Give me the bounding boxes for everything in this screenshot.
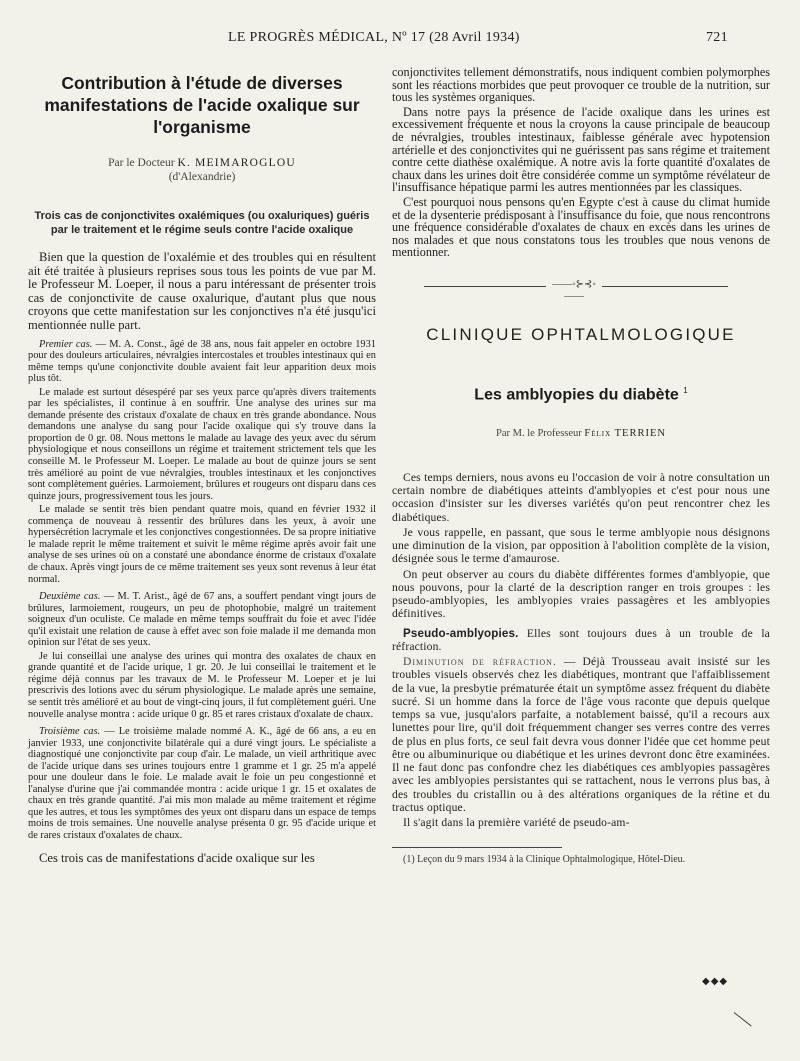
case1-text: — M. A. Const., âgé de 38 ans, nous fait appeler en octobre 1931 pour des douleurs articulaires, névralgies intercostales et troubles intestinaux qui en même temps qu'une conjonctivite double avaient fait leur apparition deux mois plus tôt. [28, 338, 376, 385]
divider-ornament: ——◦⊱⊰◦—— [546, 279, 602, 304]
article2-paragraph-1: Ces temps derniers, nous avons eu l'occasion de voir à notre consultation un certain nombre de diabétiques atteints d'amblyopies et c'est pour nous une occasion d'insister sur les diverses variétés qu'on peut rencontrer chez les diabétiques. [392, 470, 770, 524]
journal-title: LE PROGRÈS MÉDICAL, Nº 17 (28 Avril 1934) [228, 30, 520, 45]
footnote-marker: 1 [683, 386, 688, 396]
running-head [0, 28, 800, 48]
footnote-rule [392, 847, 562, 848]
pseudo-amblyopies-paragraph [392, 627, 770, 654]
right-column [392, 66, 770, 868]
page-number: 721 [706, 30, 728, 45]
article2-byline [392, 428, 770, 441]
case2-paragraph [28, 591, 376, 649]
case1-paragraph-2: Le malade est surtout désespéré par ses yeux parce qu'après divers traitements par les spécialistes, il continue à en souffrir. Une analyse des urines sur ma demande présente des cristaux d'oxalate de chaux en très grande abondance. Nous demandons une analyse du sang pour l'acide oxalique qui s'y trouve dans la proportion de 0 gr. 08. Nous mettons le malade au lavage des yeux avec du sérum physiologique et nous conseillons un régime et traitement strictement tels que les conseille M. le Professeur M. Loeper. Le malade au bout de quinze jours se sent très amélioré au point de vue névralgies, troubles intestinaux et les conjonctives sont complètement guéries. Larmoiement, brûlures et rougeurs ont disparu dans ces quinze jours, progressivement tous les jours. [28, 386, 376, 502]
case1-paragraph-3: Le malade se sentit très bien pendant quatre mois, quand en février 1932 il commença de nouveau à ressentir des brûlures dans les yeux, à avoir une hypersécrétion lacrymale et les conjonctives congestionnées. De sa propre initiative le malade reprit le même traitement et suivit le même régime après avoir fait une analyse de ses urines où on a constaté une abondance énorme de cristaux d'oxalate de chaux. Après vingt jours de ce même traitement ses yeux sont revenus à leur état normal. [28, 504, 376, 585]
article2-paragraph-2: Je vous rappelle, en passant, que sous le terme amblyopie nous désignons une diminution de la vision, par opposition à l'abolition complète de la vision, désignée sous le terme d'amaurose. [392, 525, 770, 566]
article2-paragraph-3: On peut observer au cours du diabète différentes formes d'amblyopie, que nous pouvons, pour la clarté de la description ranger en trois groupes : les pseudo-amblyopies, les amblyopies vraies passagères et les amblyopies définitives. [392, 567, 770, 621]
pseudo-amblyopies-text: Elles sont toujours dues à un trouble de la réfraction. [392, 626, 770, 653]
author-affiliation: (d'Alexandrie) [168, 171, 236, 183]
footnote: (1) Leçon du 9 mars 1934 à la Clinique Ophtalmologique, Hôtel-Dieu. [403, 854, 686, 866]
section-divider [392, 278, 770, 303]
continuation-paragraph-2: Dans notre pays la présence de l'acide oxalique dans les urines est excessivement fréquente et nous la croyons la cause principale de beaucoup de névralgies, troubles intestinaux, faiblesse générale avec hypotension artérielle et des conjonctivites qui ne guérissent pas sans régime et traitement contre cette diathèse oxalémique. A notre avis la forte quantité d'oxalates de chaux dans les urines doit être considérée comme un symptôme révélateur de l'insuffisance hépatique parmi les autres mentionnées par les classiques. [392, 104, 770, 195]
case3-text: — Le troisième malade nommé A. K., âgé de 66 ans, a eu en janvier 1933, une conjonctivite bilatérale qui a duré vingt jours. Le spécialiste a diagnostiqué une conjonctivite par coup d'air. Le malade, un vieil arthritique avec de l'acide urique dans ses urines toujours entre 1 gramme et 1 gr. 25 m'a appelé pour une douleur dans le foie. Le malade avait le foie un peu congestionné et l'analyse d'urine que j'ai commandée montra : acide urique 1 gr. 15 et oxalates de chaux en très grande quantité. J'ai mis mon malade au même traitement et régime que les autres, et tous les symptômes des yeux ont disparu dans un espace de temps moins de trois semaines. Une nouvelle analyse présenta 0 gr. 95 d'acide urique et de rares cristaux d'oxalates de chaux. [28, 726, 376, 841]
case1-paragraph [28, 339, 376, 385]
article-byline [28, 156, 376, 170]
article2-author: Félix TERRIEN [584, 428, 666, 440]
continuation-paragraph: conjonctivites tellement démonstratifs, nous indiquent combien polymorphes sont les réactions morbides que peut provoquer ce trouble de la nutrition, sur tous les systèmes organiques. [392, 65, 770, 105]
byline-prefix: Par le Docteur [108, 157, 175, 169]
left-column [28, 62, 376, 866]
case2-text: — M. T. Arist., âgé de 67 ans, a souffert pendant vingt jours de brûlures, larmoiement, rougeurs, un peu de photophobie, malgré un traitement soigneux d'un oculiste. Ce malade en même temps souffrait du foie et avec l'idée qu'il existait une relation de cause à effet avec son foie malade il me demanda mon opinion sur l'état de ses yeux. [28, 591, 376, 649]
refraction-text: — Déjà Trousseau avait insisté sur les troubles visuels observés chez les diabétiques, montrant que l'affaiblissement de la vue, la presbytie prématurée était un symptôme assez fréquent du diabète sucré. Si un homme dans la force de l'âge vous raconte que depuis quelque temps sa vue, jusqu'alors parfaite, a notablement baissé, qu'il a recours aux lunettes pour lire, qu'il doit fréquemment changer ses verres contre des verres de plus en plus forts, ce seul fait devra vous donner l'idée que cet homme peut être ou albuminurique ou diabétique et les urines devront donc être examinées. Il ne faut donc pas confondre chez les diabétiques ces amblyopies passagères avec les amblyopies persistantes qui se rattachent, nous le verrons plus bas, à des troubles du cristallin ou à des altérations organiques de la rétine et du tractus optique. [392, 655, 770, 814]
continuation-paragraph-3: C'est pourquoi nous pensons qu'en Egypte c'est à cause du climat humide et de la dysenterie prédisposant à l'insuffisance du foie, que nous rencontrons une fréquence considérable d'oxalates de chaux en excès dans les urines de nos malades et que nous constatons tous les troubles que nous venons de mentionner. [392, 194, 770, 260]
article2-byline-prefix: Par M. le Professeur [496, 428, 582, 440]
case1-label: Premier cas. [39, 338, 93, 350]
intro-paragraph: Bien que la question de l'oxalémie et des troubles qui en résultent ait été traitée à plusieurs reprises sous tous les points de vue par M. le Professeur M. Loeper, il nous a paru intéressant de présenter trois cas de conjonctivite de cause oxalurique, d'autant plus que nous croyons que cette manifestation sur les conjonctives n'a été jusqu'ici mentionnée nulle part. [28, 250, 376, 332]
article2-last-line: Il s'agit dans la première variété de pseudo-am- [403, 816, 630, 830]
refraction-paragraph [392, 655, 770, 814]
article-title: Contribution à l'étude de diverses manifestations de l'acide oxalique sur l'organisme [44, 73, 360, 137]
closing-paragraph-start: Ces trois cas de manifestations d'acide oxalique sur les [39, 850, 315, 865]
case3-label: Troisième cas. [39, 726, 101, 738]
case2-label: Deuxième cas. [39, 591, 101, 603]
end-ornament: ◆◆◆ [702, 976, 729, 987]
case2-paragraph-2: Je lui conseillai une analyse des urines qui montra des oxalates de chaux en grande quantité et de l'acide urique, 1 gr. 20. Je lui conseillai le traitement et le régime déjà connus par les travaux de M. le Professeur M. Loeper et je lui prescrivis des lotions avec du sérum physiologique. Le malade après une semaine, se sentit très amélioré et au bout de vingt-cinq jours, il fut complètement guéri. Une nouvelle analyse montra : acide urique 0 gr. 85 et rares cristaux d'oxalate de chaux. [28, 650, 376, 720]
author-name: K. MEIMAROGLOU [177, 157, 296, 169]
corner-mark [734, 1012, 752, 1026]
case3-paragraph [28, 726, 376, 841]
article2-title [392, 385, 770, 402]
article2-title-text: Les amblyopies du diabète [474, 386, 679, 404]
refraction-label: Diminution de réfraction. [403, 655, 557, 669]
pseudo-amblyopies-label: Pseudo-amblyopies. [403, 626, 519, 640]
article-subtitle: Trois cas de conjonctivites oxalémiques (ou oxaluriques) guéris par le traitement et le régime seuls contre l'acide oxalique [34, 210, 370, 236]
section-heading: CLINIQUE OPHTALMOLOGIQUE [426, 324, 736, 344]
